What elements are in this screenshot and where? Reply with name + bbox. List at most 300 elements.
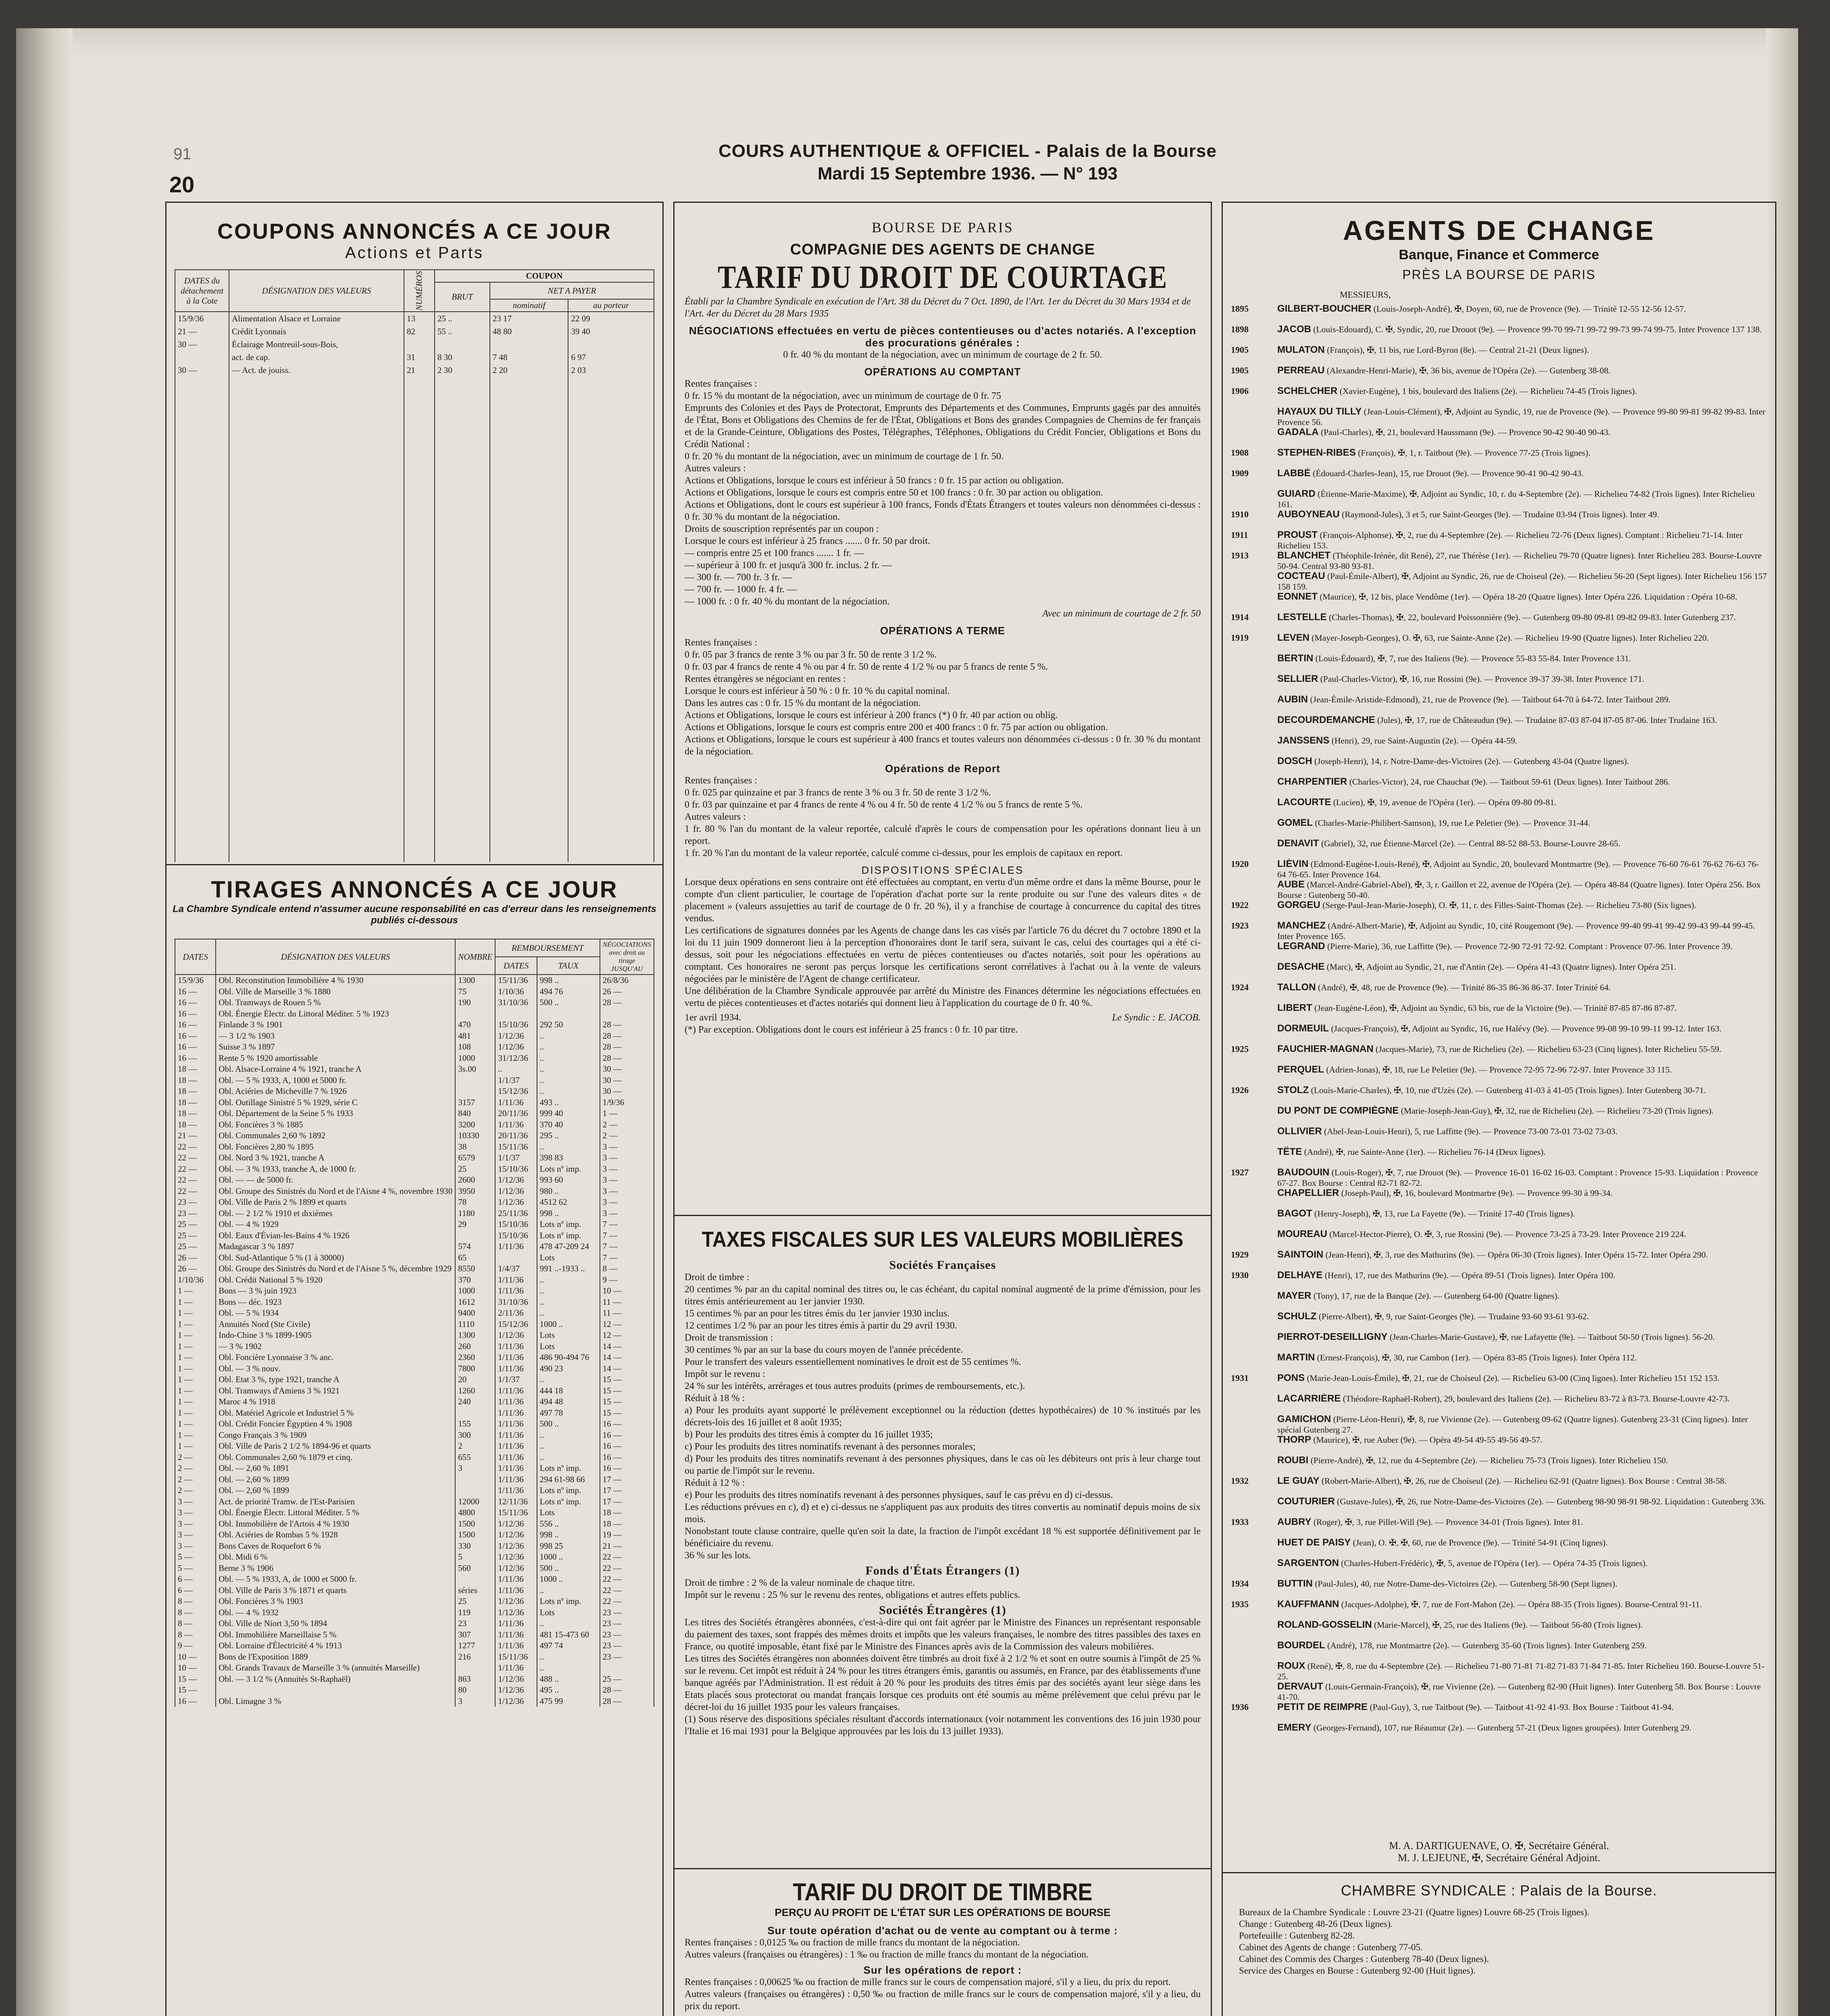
tirage-cell-j: 12 —: [600, 1330, 654, 1341]
agent-details: (Louis-Joseph-André), ✠, Doyen, 60, rue de Provence (9e). — Trinité 12-55 12-56 12-57.: [1373, 304, 1686, 314]
agent-name: ROUX: [1277, 1661, 1305, 1671]
tirage-cell-t: 292 50: [537, 1019, 600, 1031]
paragraph: Rentes françaises :: [685, 379, 757, 389]
tirage-cell-r: 31/12/36: [495, 1053, 537, 1064]
tirage-cell-name: Obl. Aciéries de Rombas 5 % 1928: [216, 1529, 455, 1541]
tirage-cell-name: Bons Caves de Roquefort 6 %: [216, 1541, 455, 1552]
agent-details: (Abel-Jean-Louis-Henri), 5, rue Laffitte (9e). — Provence 73-00 73-01 73-02 73-03.: [1324, 1127, 1618, 1136]
agent-details: (Paul-Émile-Albert), ✠, Adjoint au Syndic, 26, rue de Choiseul (2e). — Richelieu 56-20 (Sept lignes). Inter Richelieu 156 157 158 159.: [1277, 571, 1767, 591]
agent-name: DU PONT DE COMPIÈGNE: [1277, 1106, 1399, 1116]
agent-name: AUBIN: [1277, 694, 1308, 705]
agent-details: (Charles-Thomas), ✠, 22, boulevard Poissonnière (9e). — Gutenberg 09-80 09-81 09-82 09-83. Inter Gutenberg 237.: [1329, 612, 1736, 622]
agent-name: GUIARD: [1277, 489, 1316, 499]
agent-name: GORGEU: [1277, 900, 1320, 910]
agent-name: LEGRAND: [1277, 941, 1325, 952]
agent-details: (Mayer-Joseph-Georges), O. ✠, 63, rue Sainte-Anne (2e). — Richelieu 19-90 (Quatre lignes). Inter Richelieu 220.: [1312, 633, 1709, 643]
agent-name: STOLZ: [1277, 1085, 1309, 1095]
table-row: [175, 1552, 654, 1563]
tirage-cell-n: 370: [455, 1275, 495, 1286]
table-row: [175, 986, 654, 998]
table-row: [175, 1396, 654, 1408]
tirage-cell-d: 2 —: [175, 1463, 216, 1474]
syndic-signature: Le Syndic : E. JACOB.: [1112, 1012, 1201, 1023]
tirage-cell-d: 26 —: [175, 1252, 216, 1264]
tirage-cell-d: 1 —: [175, 1341, 216, 1352]
tirage-cell-t: 1000 ..: [537, 1574, 600, 1585]
tirage-cell-t: Lots: [537, 1507, 600, 1518]
taxes-text: [685, 1259, 1201, 1737]
section-divider: [1223, 1872, 1775, 1873]
coupon-cell-empty: [175, 377, 229, 862]
tirage-cell-j: 28 —: [600, 1019, 654, 1031]
agent-entry: [1231, 550, 1767, 571]
tirage-cell-j: 17 —: [600, 1496, 654, 1508]
tirage-cell-name: Obl. Immobilière Marseillaise 5 %: [216, 1629, 455, 1641]
agent-entry: [1231, 1291, 1767, 1311]
tirage-cell-j: 14 —: [600, 1363, 654, 1375]
tirage-cell-r: 2/11/36: [495, 1308, 537, 1319]
tirage-cell-n: 840: [455, 1108, 495, 1119]
tirage-cell-j: 2 —: [600, 1130, 654, 1141]
agent-name: CHARPENTIER: [1277, 777, 1347, 787]
tirage-cell-j: 23 —: [600, 1618, 654, 1629]
agent-details: (Maurice), ✠, rue Auber (9e). — Opéra 49-54 49-55 49-56 49-57.: [1313, 1435, 1543, 1445]
tirage-cell-n: 5: [455, 1552, 495, 1563]
col-brut: BRUT: [435, 282, 490, 312]
tirage-cell-r: 1/11/36: [495, 1485, 537, 1496]
tirage-cell-t: Lots nº imp.: [537, 1596, 600, 1607]
paragraph: Actions et Obligations, lorsque le cours est inférieur à 50 francs : 0 fr. 15 par action ou obligation.: [685, 475, 1064, 486]
tirage-cell-name: [216, 1685, 455, 1696]
tirage-cell-j: 16 —: [600, 1430, 654, 1441]
tirage-cell-r: 1/11/36: [495, 1097, 537, 1108]
tirage-cell-d: 3 —: [175, 1496, 216, 1508]
agent-name: BOURDEL: [1277, 1640, 1325, 1651]
tirage-cell-name: Suisse 3 % 1897: [216, 1041, 455, 1053]
agent-year: 1913: [1231, 550, 1249, 560]
paragraph: Les titres des Sociétés étrangères abonnées, c'est-à-dire qui ont fait agréer par le Ministre des Finances un représentant responsable du paiement des taxes, sont frappés des mêmes droits et impôts que les valeurs françaises, le nombre des titres passibles des taxes en France, ou quotité imposable, étant fixé par le Ministre des Finances après avis de la Commission des valeurs mobilières.: [685, 1617, 1201, 1652]
table-row: [175, 1430, 654, 1441]
coupons-table: [175, 269, 654, 862]
paragraph: Rentes françaises : 0,0125 ‰ ou fraction de mille francs du montant de la négociation.: [685, 1937, 1020, 1948]
agent-details: (René), ✠, 8, rue du 4-Septembre (2e). — Richelieu 71-80 71-81 71-82 71-83 71-84 71-85. Inter Richelieu 160. Bourse-Louvre 51-25.: [1277, 1661, 1765, 1681]
paragraph: Les réductions prévues en c), d) et e) ci-dessus ne s'appliquent pas aux produits des titres convertis au nominatif depuis moins de six mois.: [685, 1502, 1201, 1524]
tirage-cell-j: 22 —: [600, 1563, 654, 1574]
table-row: [175, 1496, 654, 1508]
tirage-cell-d: 22 —: [175, 1175, 216, 1186]
tirage-cell-name: Obl. Outillage Sinistré 5 % 1929, série C: [216, 1097, 455, 1108]
chambre-body: [1239, 1906, 1759, 1976]
paragraph: 0 fr. 15 % du montant de la négociation, avec un minimum de courtage de 0 fr. 75: [685, 391, 1001, 401]
tirage-cell-name: Obl. Tramways de Rouen 5 %: [216, 997, 455, 1008]
tirage-cell-r: 31/10/36: [495, 1297, 537, 1308]
tirage-cell-d: 18 —: [175, 1075, 216, 1086]
agent-details: (Roger), ✠, 3, rue Pillet-Will (9e). — Provence 34-01 (Trois lignes). Inter 81.: [1313, 1517, 1583, 1527]
tirage-cell-n: 3157: [455, 1097, 495, 1108]
tirage-cell-n: 1260: [455, 1385, 495, 1397]
agent-name: MAYER: [1277, 1291, 1312, 1301]
agent-entry: [1231, 1620, 1767, 1640]
agent-details: (Xavier-Eugène), 1 bis, boulevard des Italiens (2e). — Richelieu 74-45 (Trois lignes).: [1339, 386, 1637, 396]
tirage-cell-t: 490 23: [537, 1363, 600, 1375]
tirage-cell-d: 1 —: [175, 1385, 216, 1397]
table-row: [175, 1574, 654, 1585]
tirage-cell-d: 16 —: [175, 1053, 216, 1064]
agent-name: ROLAND-GOSSELIN: [1277, 1620, 1372, 1630]
agent-name: MARTIN: [1277, 1352, 1315, 1363]
agent-year: 1906: [1231, 386, 1249, 396]
tirage-cell-t: ..: [537, 1297, 600, 1308]
tirage-cell-j: 14 —: [600, 1352, 654, 1363]
paragraph: Actions et Obligations, lorsque le cours est inférieur à 200 francs (*) 0 fr. 40 par action ou oblig.: [685, 710, 1058, 721]
tirage-cell-t: Lots: [537, 1341, 600, 1352]
tirage-cell-name: Obl. — 3 % nouv.: [216, 1363, 455, 1375]
tirage-cell-name: Obl. Ville de Marseille 3 % 1880: [216, 986, 455, 998]
agent-details: (Georges-Fernand), 107, rue Réaumur (2e). — Gutenberg 57-21 (Deux lignes groupées). Inter Gutenberg 29.: [1313, 1723, 1692, 1733]
tirage-cell-n: 481: [455, 1031, 495, 1042]
paragraph: Autres valeurs :: [685, 812, 746, 822]
table-row: [175, 1640, 654, 1652]
tirage-cell-d: 1 —: [175, 1441, 216, 1452]
agent-name: GAMICHON: [1277, 1414, 1331, 1425]
tirage-cell-j: 15 —: [600, 1408, 654, 1419]
tirage-cell-t: ..: [537, 1075, 600, 1086]
tirage-cell-r: 15/10/36: [495, 1164, 537, 1175]
table-row: [175, 364, 654, 377]
tirage-cell-t: 1000 ..: [537, 1319, 600, 1330]
tirage-cell-r: 1/1/37: [495, 1374, 537, 1385]
chambre-line: Service des Charges en Bourse : Gutenberg 92-00 (Huit lignes).: [1239, 1966, 1476, 1976]
minimum-note: Avec un minimum de courtage de 2 fr. 50: [1042, 608, 1201, 619]
table-row: [175, 1363, 654, 1375]
paragraph: 0 fr. 20 % du montant de la négociation, avec un minimum de courtage de 1 fr. 50.: [685, 451, 1004, 462]
agent-year: 1898: [1231, 324, 1249, 334]
tirage-cell-j: 9 —: [600, 1275, 654, 1286]
tirage-cell-n: 1110: [455, 1319, 495, 1330]
page-binding-shadow: [16, 28, 73, 2016]
col-numeros: NUMÉROS: [404, 270, 435, 312]
coupon-cell-date: 30 —: [175, 338, 229, 351]
tirage-cell-n: 75: [455, 986, 495, 998]
agent-year: 1924: [1231, 982, 1249, 992]
tirage-cell-d: 10 —: [175, 1652, 216, 1663]
paragraph: Rentes étrangères se négociant en rentes :: [685, 674, 846, 684]
agent-name: TALLON: [1277, 982, 1316, 993]
tirage-cell-d: 16 —: [175, 1041, 216, 1053]
tirage-cell-n: séries: [455, 1585, 495, 1596]
agent-name: DECOURDEMANCHE: [1277, 715, 1375, 725]
tirage-cell-t: 295 ..: [537, 1130, 600, 1141]
tirage-cell-name: Obl. Grands Travaux de Marseille 3 % (annuités Marseille): [216, 1662, 455, 1674]
tirage-cell-j: 15 —: [600, 1374, 654, 1385]
table-row: [175, 1208, 654, 1219]
tirage-cell-name: Obl. Crédit National 5 % 1920: [216, 1275, 455, 1286]
tirage-cell-r: 15/12/36: [495, 1086, 537, 1097]
agent-list: [1231, 304, 1767, 1743]
agent-entry: [1231, 1250, 1767, 1270]
coupon-cell-nom: 2 20: [490, 364, 568, 377]
agent-entry: [1231, 530, 1767, 550]
paragraph: 36 % sur les lots.: [685, 1550, 751, 1561]
table-row: [175, 1485, 654, 1496]
tirage-cell-n: 3950: [455, 1186, 495, 1197]
agent-details: (Louis-Édouard), ✠, 7, rue des Italiens (9e). — Provence 55-83 55-84. Inter Provence 131.: [1315, 654, 1631, 663]
tirage-cell-r: 1/11/36: [495, 1629, 537, 1641]
tirage-cell-d: 18 —: [175, 1108, 216, 1119]
table-row: [175, 1374, 654, 1385]
agent-name: EONNET: [1277, 591, 1318, 602]
tirage-cell-n: 307: [455, 1629, 495, 1641]
tirage-cell-d: 1 —: [175, 1319, 216, 1330]
paragraph: d) Pour les produits des titres nominatifs revenant à des personnes physiques, dans le cas où les débiteurs ont pris à leur charge tout ou partie de l'impôt sur le revenu.: [685, 1454, 1201, 1476]
tirage-cell-n: 330: [455, 1541, 495, 1552]
tirage-cell-d: 18 —: [175, 1119, 216, 1131]
agent-entry: [1231, 1722, 1767, 1743]
agent-year: 1925: [1231, 1044, 1249, 1054]
section-divider: [675, 1215, 1211, 1216]
tirage-cell-name: Obl. — 5 % 1933, A, de 1000 et 5000 fr.: [216, 1574, 455, 1585]
tarif-intro: Établi par la Chambre Syndicale en exécution de l'Art. 38 du Décret du 7 Oct. 1890, de l'Art. 1er du Décret du 30 Mars 1934 et de l'Art. 4er du Décret du 28 Mars 1935: [685, 296, 1191, 319]
tirage-cell-d: 10 —: [175, 1662, 216, 1674]
tirage-cell-j: 7 —: [600, 1230, 654, 1241]
agent-entry: [1231, 1167, 1767, 1188]
terme-list: [685, 637, 1201, 758]
tirage-cell-d: 18 —: [175, 1097, 216, 1108]
tirage-cell-t: 980 ..: [537, 1186, 600, 1197]
agent-entry: [1231, 1579, 1767, 1599]
col-tdates: DATES: [175, 939, 216, 975]
table-row: [175, 1041, 654, 1053]
paragraph: Réduit à 12 % :: [685, 1478, 745, 1488]
tirage-cell-n: 6579: [455, 1152, 495, 1164]
tirage-cell-t: 444 18: [537, 1385, 600, 1397]
tirage-cell-j: 17 —: [600, 1485, 654, 1496]
agent-details: (François-Alphonse), ✠, 2, rue du 4-Septembre (2e). — Richelieu 72-76 (Deux lignes). Comptant : Richelieu 71-14. Inter Richelieu 153.: [1277, 530, 1743, 550]
agent-year: 1919: [1231, 633, 1249, 643]
agent-entry: [1231, 509, 1767, 530]
agent-details: (Louis-Roger), ✠, 7, rue Drouot (9e). — Provence 16-01 16-02 16-03. Comptant : Provence 15-93. Liquidation : Provence 67-27. Box Bourse : Central 82-71 82-72.: [1277, 1168, 1758, 1188]
agent-entry: [1231, 633, 1767, 653]
tirage-cell-r: 1/11/36: [495, 1585, 537, 1596]
tirage-cell-t: Lots: [537, 1252, 600, 1264]
tirage-cell-n: [455, 1574, 495, 1585]
left-column: [165, 202, 664, 2016]
tirage-cell-t: 488 ..: [537, 1674, 600, 1685]
agent-details: (Paul-Charles), ✠, 21, boulevard Haussmann (9e). — Provence 90-42 90-40 90-43.: [1321, 427, 1611, 437]
tirage-cell-r: 1/11/36: [495, 1441, 537, 1452]
agent-entry: [1231, 921, 1767, 941]
tirage-cell-d: 16 —: [175, 997, 216, 1008]
paragraph: Réduit à 18 % :: [685, 1393, 745, 1404]
table-row: [175, 1541, 654, 1552]
tirage-cell-j: [600, 1662, 654, 1674]
tirage-cell-t: Lots nº imp.: [537, 1485, 600, 1496]
table-row: [175, 1297, 654, 1308]
coupon-cell-nom: 7 48: [490, 351, 568, 364]
tirage-cell-n: [455, 1230, 495, 1241]
tirage-cell-r: 1/12/36: [495, 1563, 537, 1574]
tirage-cell-d: 5 —: [175, 1552, 216, 1563]
agent-name: LABBÉ: [1277, 468, 1311, 479]
tirage-cell-n: 9400: [455, 1308, 495, 1319]
table-row: [175, 1031, 654, 1042]
tirage-cell-n: 23: [455, 1618, 495, 1629]
tirage-cell-d: 21 —: [175, 1130, 216, 1141]
taxes-title: TAXES FISCALES SUR LES VALEURS MOBILIÈRES: [702, 1227, 1184, 1252]
agent-year: 1920: [1231, 859, 1249, 869]
tirage-cell-name: Rente 5 % 1920 amortissable: [216, 1053, 455, 1064]
table-row: [175, 1607, 654, 1618]
paragraph: 12 centimes 1/2 % par an pour les titres émis à partir du 29 avril 1930.: [685, 1320, 957, 1331]
tirage-cell-n: 3: [455, 1696, 495, 1707]
tirage-cell-j: 7 —: [600, 1241, 654, 1252]
agent-entry: [1231, 1455, 1767, 1476]
terme-head: OPÉRATIONS A TERME: [880, 625, 1006, 637]
etr-list: [685, 1616, 1201, 1737]
tirage-cell-r: 1/12/36: [495, 1041, 537, 1053]
agent-name: MOUREAU: [1277, 1229, 1327, 1239]
tirage-cell-r: 1/11/36: [495, 1341, 537, 1352]
agent-year: 1910: [1231, 509, 1249, 519]
agent-name: SCHELCHER: [1277, 386, 1338, 396]
agent-name: GILBERT-BOUCHER: [1277, 304, 1372, 314]
tirage-cell-d: 18 —: [175, 1064, 216, 1075]
tirage-cell-name: Act. de priorité Tramw. de l'Est-Parisien: [216, 1496, 455, 1508]
tirage-cell-j: 15 —: [600, 1396, 654, 1408]
agent-details: (Jacques-Marie), 73, rue de Richelieu (2e). — Richelieu 63-23 (Cinq lignes). Inter Richelieu 55-59.: [1376, 1044, 1722, 1054]
tirage-cell-t: ..: [537, 1374, 600, 1385]
table-row: [175, 1441, 654, 1452]
agent-entry: [1231, 1064, 1767, 1085]
coupon-cell-empty: [404, 377, 435, 862]
agent-year: 1922: [1231, 900, 1249, 910]
tirage-cell-n: 65: [455, 1252, 495, 1264]
tirages-note: La Chambre Syndicale entend n'assumer aucune responsabilité en cas d'erreur dans les renseignements publiés ci-dessous: [173, 904, 656, 926]
agent-name: OLLIVIER: [1277, 1126, 1322, 1137]
agent-details: (François), ✠, 1, r. Taitbout (9e). — Provence 77-25 (Trois lignes).: [1358, 448, 1591, 458]
coupon-cell-empty: [490, 377, 568, 862]
agent-entry: [1231, 797, 1767, 818]
tirage-cell-j: 3 —: [600, 1152, 654, 1164]
tirage-cell-r: 1/11/36: [495, 1474, 537, 1485]
coupon-cell-num: 13: [404, 312, 435, 325]
tirage-cell-n: 38: [455, 1141, 495, 1153]
tirage-cell-j: 10 —: [600, 1285, 654, 1297]
tirage-cell-j: 12 —: [600, 1319, 654, 1330]
agent-year: 1905: [1231, 345, 1249, 355]
tirage-cell-t: 500 ..: [537, 1418, 600, 1430]
tirage-cell-d: 16 —: [175, 986, 216, 998]
tirage-cell-t: 398 83: [537, 1152, 600, 1164]
agent-name: SCHULZ: [1277, 1311, 1317, 1322]
agent-details: (Joseph-Paul), ✠, 16, boulevard Montmartre (9e). — Provence 99-30 à 99-34.: [1341, 1188, 1613, 1198]
tirage-cell-name: Obl. Communales 2,60 % 1892: [216, 1130, 455, 1141]
agent-entry: [1231, 1044, 1767, 1064]
tirage-cell-d: 25 —: [175, 1230, 216, 1241]
tirage-cell-r: ..: [495, 1064, 537, 1075]
agent-entry: [1231, 612, 1767, 633]
tirage-cell-j: 1 —: [600, 1108, 654, 1119]
tirage-cell-n: 1000: [455, 1285, 495, 1297]
table-row: [175, 975, 654, 986]
agent-entry: [1231, 1373, 1767, 1393]
agent-entry: [1231, 962, 1767, 982]
agent-name: SELLIER: [1277, 674, 1318, 684]
agent-details: (Théodore-Raphaël-Robert), 29, boulevard des Italiens (2e). — Richelieu 83-72 à 83-73. Bourse-Louvre 42-73.: [1343, 1394, 1730, 1404]
tirage-cell-n: 3s.00: [455, 1064, 495, 1075]
agent-name: MANCHEZ: [1277, 921, 1326, 931]
agent-entry: [1231, 1496, 1767, 1517]
agent-entry: [1231, 571, 1767, 591]
table-row: [175, 1696, 654, 1707]
coupon-cell-name: — Act. de jouiss.: [229, 364, 404, 377]
agent-entry: [1231, 1332, 1767, 1352]
table-row: [175, 1330, 654, 1341]
paragraph: — compris entre 25 et 100 francs ....... 1 fr. —: [685, 548, 864, 558]
tirage-cell-d: 16 —: [175, 1031, 216, 1042]
table-row: [175, 1418, 654, 1430]
agent-entry: [1231, 674, 1767, 694]
agent-details: (Jean), O. ✠, ✠, 60, rue de Provence (9e). — Trinité 54-91 (Cinq lignes).: [1353, 1538, 1608, 1547]
agent-name: BUTTIN: [1277, 1579, 1313, 1589]
table-row: [175, 1596, 654, 1607]
paragraph: b) Pour les produits des titres émis à compter du 16 juillet 1935;: [685, 1429, 933, 1440]
tirage-cell-j: 1/9/36: [600, 1097, 654, 1108]
agent-details: (Étienne-Marie-Maxime), ✠, Adjoint au Syndic, 10, r. du 4-Septembre (2e). — Richelieu 74-82 (Trois lignes). Inter Richelieu 161.: [1277, 489, 1755, 509]
table-row: [175, 1341, 654, 1352]
tirage-cell-name: Madagascar 3 % 1897: [216, 1241, 455, 1252]
tirage-cell-d: 1 —: [175, 1330, 216, 1341]
tirage-cell-d: 15/9/36: [175, 975, 216, 986]
tirage-cell-n: 80: [455, 1685, 495, 1696]
timbre2-list: [685, 1976, 1201, 2012]
tirage-cell-t: ..: [537, 1308, 600, 1319]
tirage-cell-name: Obl. Alsace-Lorraine 4 % 1921, tranche A: [216, 1064, 455, 1075]
agent-entry: [1231, 879, 1767, 900]
tirage-cell-d: 1 —: [175, 1297, 216, 1308]
tirage-cell-r: 1/12/36: [495, 1031, 537, 1042]
tirage-cell-n: 1277: [455, 1640, 495, 1652]
section-divider: [675, 1868, 1211, 1869]
tirage-cell-r: 1/11/36: [495, 1275, 537, 1286]
agent-entry: [1231, 365, 1767, 386]
tirage-cell-t: 991 ..-1933 ..: [537, 1263, 600, 1275]
agent-entry: [1231, 1147, 1767, 1167]
tirage-cell-j: 7 —: [600, 1219, 654, 1230]
agent-entry: [1231, 1393, 1767, 1414]
tirage-cell-j: [600, 1008, 654, 1020]
paragraph: 1 fr. 20 % l'an du montant de la valeur reportée, calculé comme ci-dessus, pour les emplois de capitaux en report.: [685, 848, 1123, 858]
coupon-cell-name: Crédit Lyonnais: [229, 325, 404, 338]
tirage-cell-t: 493 ..: [537, 1097, 600, 1108]
tirage-cell-t: ..: [537, 1285, 600, 1297]
agent-details: (Marie-Marcel), ✠, 25, rue des Italiens (9e). — Taitbout 56-80 (Trois lignes).: [1374, 1620, 1643, 1630]
tirage-cell-n: 108: [455, 1041, 495, 1053]
tirage-cell-n: 560: [455, 1563, 495, 1574]
table-row: [175, 1662, 654, 1674]
tirage-cell-n: [455, 1474, 495, 1485]
tirage-cell-t: 4512 62: [537, 1197, 600, 1208]
page-number: 20: [169, 172, 195, 197]
agent-name: FAUCHIER-MAGNAN: [1277, 1044, 1374, 1054]
table-row: [175, 1408, 654, 1419]
agent-name: SARGENTON: [1277, 1558, 1339, 1568]
paragraph: 30 centimes % par an sur la base du cours moyen de l'année précédente.: [685, 1345, 963, 1355]
agent-details: (Marie-Joseph-Jean-Guy), ✠, 32, rue de Richelieu (2e). — Richelieu 73-20 (Trois lignes).: [1401, 1106, 1714, 1116]
tirage-cell-name: Obl. Crédit Foncier Égyptien 4 % 1908: [216, 1418, 455, 1430]
table-row: [175, 1019, 654, 1031]
agent-details: (Théophile-Irénée, dit René), 27, rue Thérèse (1er). — Richelieu 79-70 (Quatre lignes). Inter Richelieu 283. Bourse-Louvre 50-94. Central 93-80 93-81.: [1277, 551, 1762, 571]
